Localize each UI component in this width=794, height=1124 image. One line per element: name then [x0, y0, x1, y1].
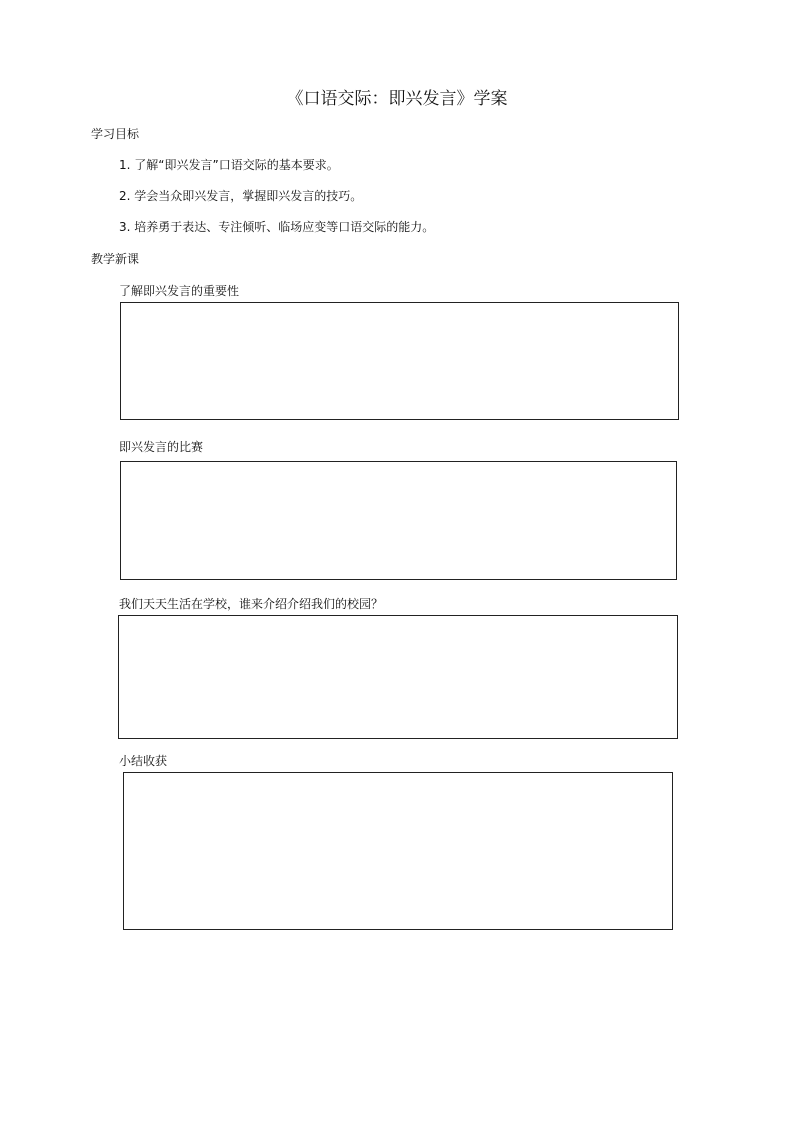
page-title: 《口语交际：即兴发言》学案	[286, 89, 508, 109]
section-label-importance: 了解即兴发言的重要性	[119, 284, 240, 298]
answer-box-campus[interactable]	[118, 615, 678, 739]
objective-item-1: 1. 了解“即兴发言”口语交际的基本要求。	[119, 158, 339, 172]
answer-box-importance[interactable]	[120, 302, 679, 420]
objective-item-2: 2. 学会当众即兴发言，掌握即兴发言的技巧。	[119, 189, 363, 203]
objectives-heading: 学习目标	[91, 127, 140, 141]
section-label-competition: 即兴发言的比赛	[119, 440, 204, 454]
answer-box-competition[interactable]	[120, 461, 677, 580]
section-label-campus: 我们天天生活在学校，谁来介绍介绍我们的校园？	[119, 597, 384, 611]
lesson-heading: 教学新课	[91, 252, 140, 266]
answer-box-summary[interactable]	[123, 772, 673, 930]
objective-item-3: 3. 培养勇于表达、专注倾听、临场应变等口语交际的能力。	[119, 220, 435, 234]
section-label-summary: 小结收获	[119, 754, 168, 768]
